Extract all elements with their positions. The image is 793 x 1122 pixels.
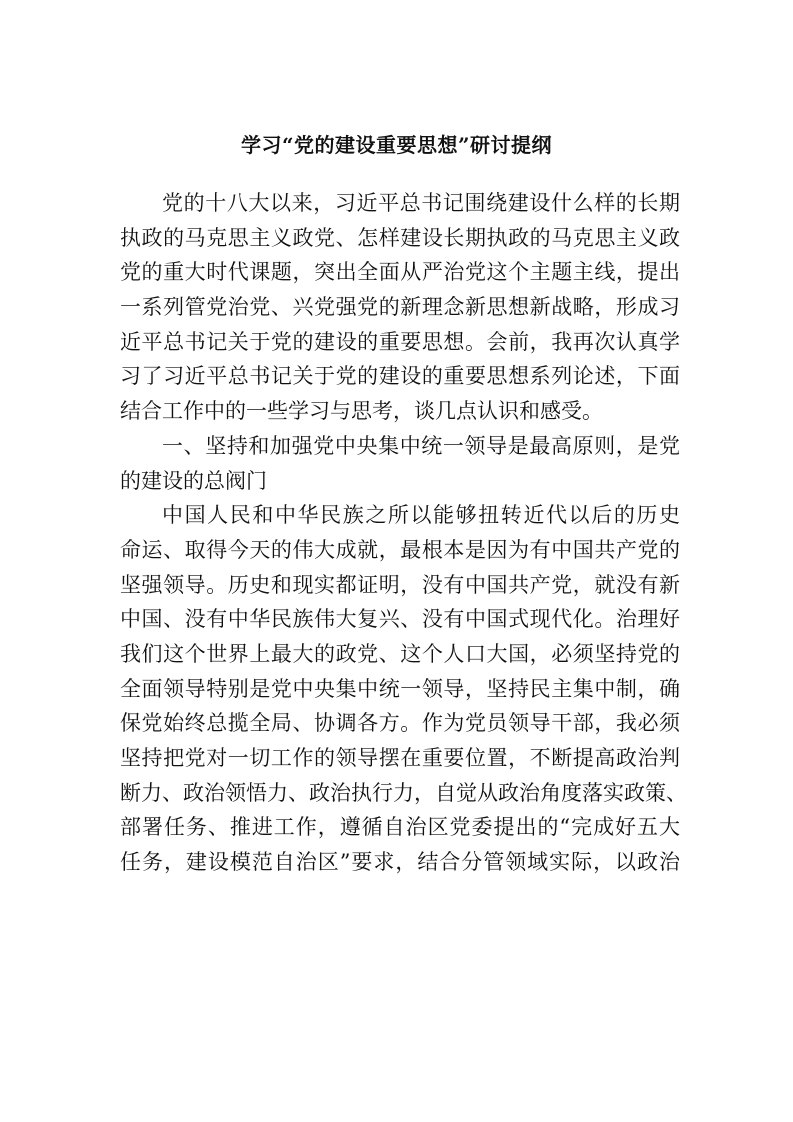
section-heading-line: 的建设的总阀门 <box>120 468 267 493</box>
paragraph-line: 坚持把党对一切工作的领导摆在重要位置，不断提高政治判 <box>120 746 680 770</box>
paragraph-line: 中国、没有中华民族伟大复兴、没有中国式现代化。治理好 <box>120 607 680 632</box>
paragraph-line: 结合工作中的一些学习与思考，谈几点认识和感受。 <box>120 399 603 424</box>
paragraph-line: 全面领导特别是党中央集中统一领导，坚持民主集中制，确 <box>120 676 680 701</box>
paragraph-line: 坚强领导。历史和现实都证明，没有中国共产党，就没有新 <box>120 572 680 597</box>
paragraph-line: 断力、政治领悟力、政治执行力，自觉从政治角度落实政策、 <box>120 780 687 805</box>
paragraph-line: 党的十八大以来，习近平总书记围绕建设什么样的长期 <box>162 191 680 215</box>
paragraph-line: 执政的马克思主义政党、怎样建设长期执政的马克思主义政 <box>120 225 680 250</box>
paragraph-line: 党的重大时代课题，突出全面从严治党这个主题主线，提出 <box>120 260 680 285</box>
section-heading-line: 一、坚持和加强党中央集中统一领导是最高原则，是党 <box>162 433 680 458</box>
paragraph-line: 我们这个世界上最大的政党、这个人口大国，必须坚持党的 <box>120 641 680 666</box>
paragraph-line: 近平总书记关于党的建设的重要思想。会前，我再次认真学 <box>120 329 680 354</box>
paragraph-line: 中国人民和中华民族之所以能够扭转近代以后的历史 <box>162 503 680 528</box>
document-body <box>120 186 687 880</box>
paragraph-line: 命运、取得今天的伟大成就，最根本是因为有中国共产党的 <box>120 537 680 562</box>
paragraph-line: 部署任务、推进工作，遵循自治区党委提出的“完成好五大 <box>120 815 680 840</box>
paragraph-line: 任务，建设模范自治区”要求，结合分管领域实际，以政治 <box>120 850 680 875</box>
paragraph-line: 一系列管党治党、兴党强党的新理念新思想新战略，形成习 <box>120 295 680 320</box>
document-title: 学习“党的建设重要思想”研讨提纲 <box>240 133 552 157</box>
paragraph-line: 习了习近平总书记关于党的建设的重要思想系列论述，下面 <box>120 364 680 389</box>
paragraph-line: 保党始终总揽全局、协调各方。作为党员领导干部，我必须 <box>120 711 680 736</box>
